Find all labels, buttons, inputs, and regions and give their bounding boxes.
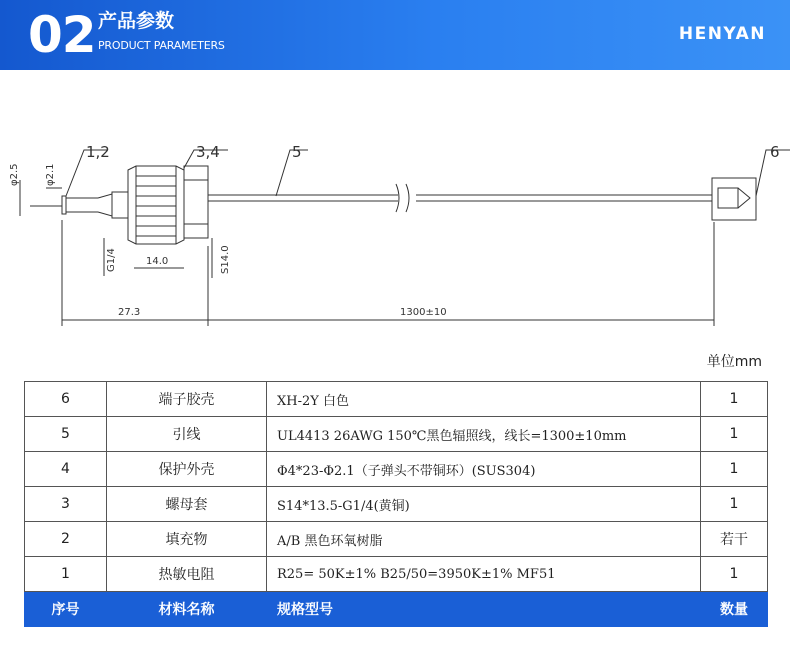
dim-len273: 27.3: [118, 307, 141, 318]
material-name: 引线: [107, 417, 267, 452]
row-number: 4: [25, 452, 107, 487]
callout-5: 5: [292, 143, 302, 161]
table-row: [25, 452, 768, 487]
material-name: 填充物: [107, 522, 267, 557]
dim-d25: φ2.5: [9, 163, 20, 186]
material-qty: 若干: [701, 522, 768, 557]
table-row: [25, 382, 768, 417]
material-name: 端子胶壳: [107, 382, 267, 417]
material-spec: UL4413 26AWG 150℃黑色辐照线，线长=1300±10mm: [267, 417, 701, 452]
table-row: [25, 417, 768, 452]
section-subtitle: PRODUCT PARAMETERS: [98, 39, 225, 52]
section-number: 02: [28, 6, 96, 64]
material-name: 螺母套: [107, 487, 267, 522]
dim-s14: S14.0: [220, 245, 231, 274]
table-row: [25, 522, 768, 557]
header-banner: [0, 0, 790, 70]
dim-len1300: 1300±10: [400, 307, 447, 318]
material-qty: 1: [701, 452, 768, 487]
material-name: 热敏电阻: [107, 557, 267, 592]
header-no: 序号: [25, 592, 107, 627]
section-title: 产品参数: [98, 10, 175, 32]
row-number: 5: [25, 417, 107, 452]
spec-table: [24, 381, 768, 627]
row-number: 1: [25, 557, 107, 592]
material-qty: 1: [701, 417, 768, 452]
row-number: 6: [25, 382, 107, 417]
dim-len14: 14.0: [146, 256, 169, 267]
material-qty: 1: [701, 557, 768, 592]
row-number: 2: [25, 522, 107, 557]
dim-d21: φ2.1: [45, 163, 56, 186]
material-spec: S14*13.5-G1/4(黄铜): [267, 487, 701, 522]
material-qty: 1: [701, 382, 768, 417]
unit-label: 单位mm: [706, 354, 762, 370]
callout-3-4: 3,4: [196, 143, 220, 161]
callout-1-2: 1,2: [86, 143, 110, 161]
header-qty: 数量: [701, 592, 768, 627]
material-spec: XH-2Y 白色: [267, 382, 701, 417]
material-spec: Φ4*23-Φ2.1（子弹头不带铜环）(SUS304): [267, 452, 701, 487]
dim-g14: G1/4: [106, 248, 117, 272]
callout-6: 6: [770, 143, 780, 161]
table-row: [25, 557, 768, 592]
row-number: 3: [25, 487, 107, 522]
table-row: [25, 487, 768, 522]
threaded-nut-shape: [128, 166, 184, 244]
technical-drawing: [0, 70, 790, 340]
brand-logo: HENYAN: [678, 24, 766, 44]
table-header-row: [25, 592, 768, 627]
material-spec: A/B 黑色环氧树脂: [267, 522, 701, 557]
material-spec: R25= 50K±1% B25/50=3950K±1% MF51: [267, 557, 701, 592]
header-name: 材料名称: [107, 592, 267, 627]
header-spec: 规格型号: [267, 592, 701, 627]
material-name: 保护外壳: [107, 452, 267, 487]
material-qty: 1: [701, 487, 768, 522]
